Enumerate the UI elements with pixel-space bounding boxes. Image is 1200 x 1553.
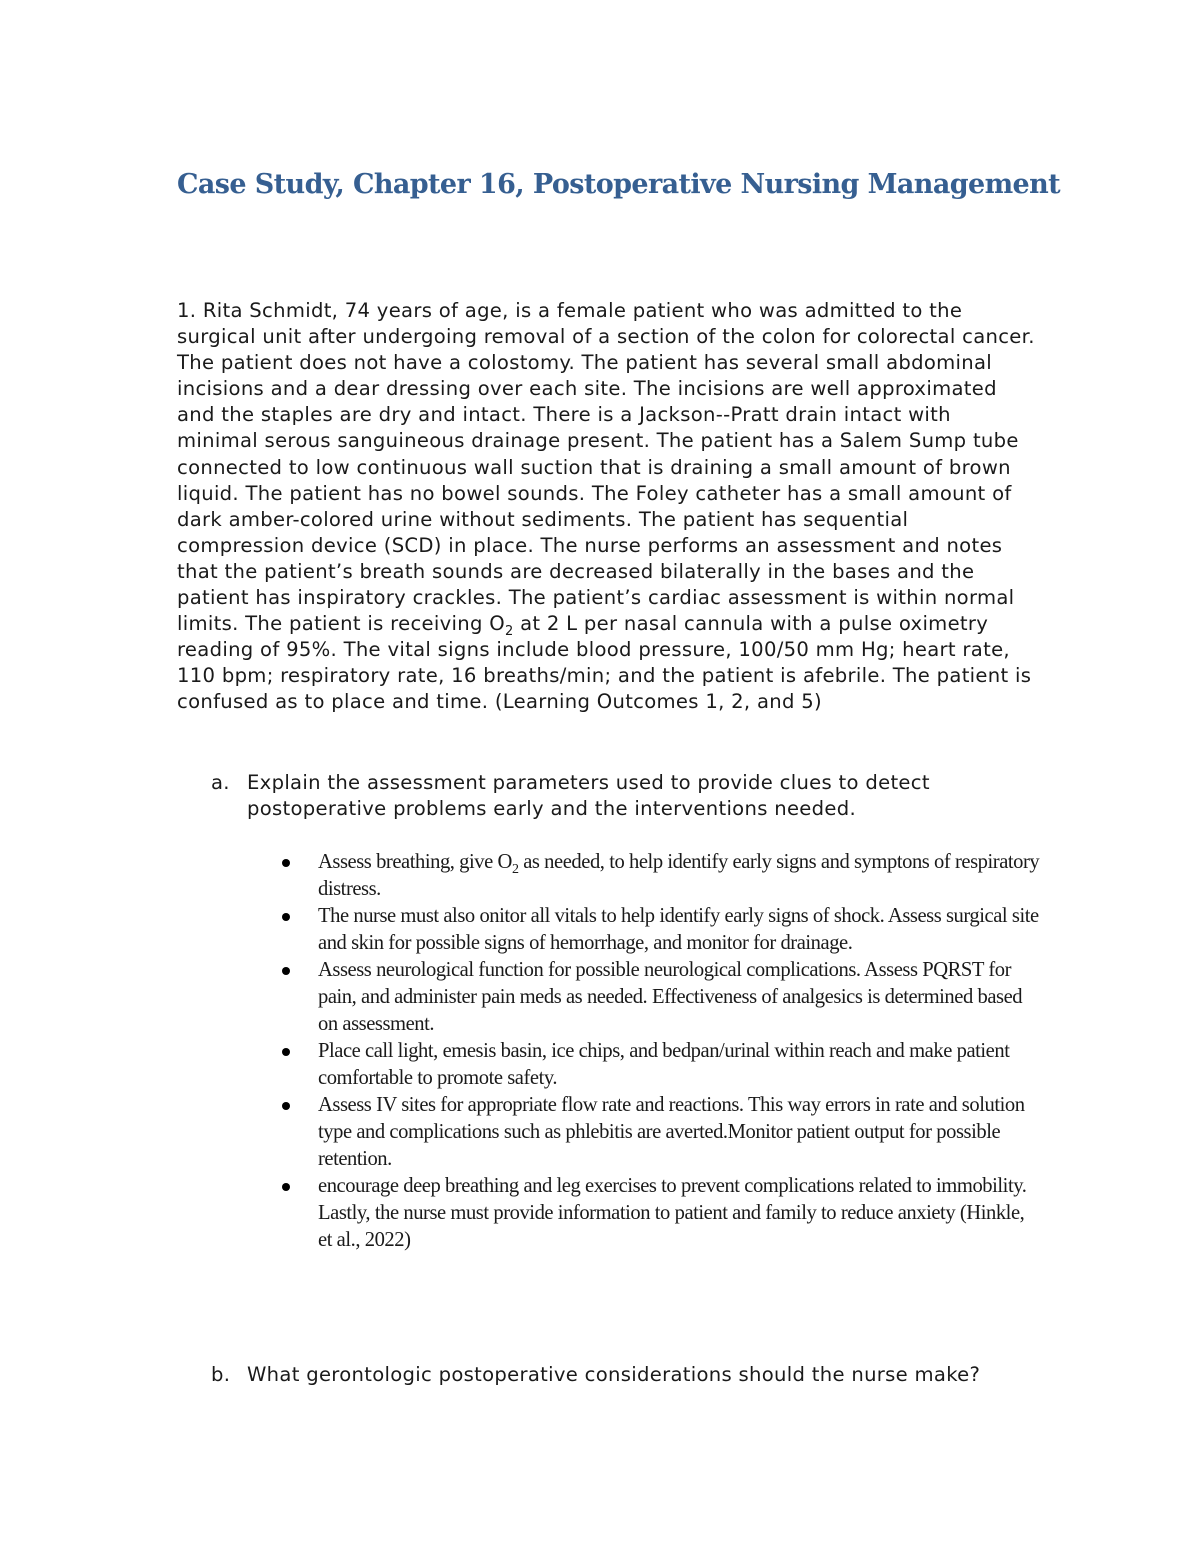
sub-question-a-letter: a. bbox=[211, 771, 230, 794]
list-item bbox=[282, 1038, 1042, 1092]
bullet-icon bbox=[282, 913, 290, 921]
question-1-text bbox=[177, 298, 1037, 716]
list-item bbox=[282, 849, 1042, 903]
document-title: Case Study, Chapter 16, Postoperative Nursing Management bbox=[177, 169, 1061, 200]
question-1-subscript: 2 bbox=[504, 624, 514, 640]
list-item bbox=[282, 1092, 1042, 1173]
answer-text: Assess neurological function for possible neurological complications. Assess PQRST for pain, and administer pain meds as needed. Effectiveness of analgesics is determined based on assessment. bbox=[318, 959, 1023, 1035]
answer-subscript: 2 bbox=[511, 862, 519, 878]
answer-text: Assess IV sites for appropriate flow rate and reactions. This way errors in rate and solution type and complications such as phlebitis are averted.Monitor patient output for possible retention. bbox=[318, 1094, 1025, 1170]
sub-question-a-text: Explain the assessment parameters used to provide clues to detect postoperative problems early and the interventions needed. bbox=[247, 771, 930, 821]
list-item bbox=[282, 957, 1042, 1038]
sub-question-b bbox=[211, 1362, 1011, 1388]
answer-text: Assess breathing, give O bbox=[318, 851, 512, 873]
sub-question-a bbox=[211, 770, 1011, 822]
answer-text: Place call light, emesis basin, ice chips, and bedpan/urinal within reach and make patient comfortable to promote safety. bbox=[318, 1040, 1010, 1089]
bullet-icon bbox=[282, 1183, 290, 1191]
bullet-icon bbox=[282, 859, 290, 867]
answer-text: encourage deep breathing and leg exercises to prevent complications related to immobility. Lastly, the nurse must provide information to patient and family to reduce anxiety (Hinkle, et al., 2022) bbox=[318, 1175, 1027, 1251]
list-item bbox=[282, 1173, 1042, 1254]
answer-text-continued: as needed, to help identify early signs and symptons of respiratory distress. bbox=[318, 851, 1040, 900]
bullet-icon bbox=[282, 1102, 290, 1110]
question-1-text-part2: at 2 L per nasal cannula with a pulse oximetry reading of 95%. The vital signs include blood pressure, 100/50 mm Hg; heart rate, 110 bpm; respiratory rate, 16 breaths/min; and the patient is afebrile. The patient is confused as to place and time. (Learning Outcomes 1, 2, and 5) bbox=[177, 612, 1032, 714]
list-item bbox=[282, 903, 1042, 957]
answer-text: The nurse must also onitor all vitals to help identify early signs of shock. Assess surgical site and skin for possible signs of hemorrhage, and monitor for drainage. bbox=[318, 905, 1039, 954]
sub-question-b-letter: b. bbox=[211, 1363, 231, 1386]
sub-question-b-text: What gerontologic postoperative considerations should the nurse make? bbox=[247, 1363, 981, 1386]
question-1-number: 1. bbox=[177, 299, 197, 322]
bullet-icon bbox=[282, 967, 290, 975]
question-1-text-part1: Rita Schmidt, 74 years of age, is a female patient who was admitted to the surgical unit after undergoing removal of a section of the colon for colorectal cancer. The patient does not have a colostomy. The patient has several small abdominal incisions and a dear dressing over each site. The incisions are well approximated and the staples are dry and intact. There is a Jackson--Pratt drain intact with minimal serous sanguineous drainage present. The patient has a Salem Sump tube connected to low continuous wall suction that is draining a small amount of brown liquid. The patient has no bowel sounds. The Foley catheter has a small amount of dark amber-colored urine without sediments. The patient has sequential compression device (SCD) in place. The nurse performs an assessment and notes that the patient’s breath sounds are decreased bilaterally in the bases and the patient has inspiratory crackles. The patient’s cardiac assessment is within normal limits. The patient is receiving O bbox=[177, 299, 1035, 636]
bullet-icon bbox=[282, 1048, 290, 1056]
answer-bullet-list bbox=[282, 849, 1042, 1254]
